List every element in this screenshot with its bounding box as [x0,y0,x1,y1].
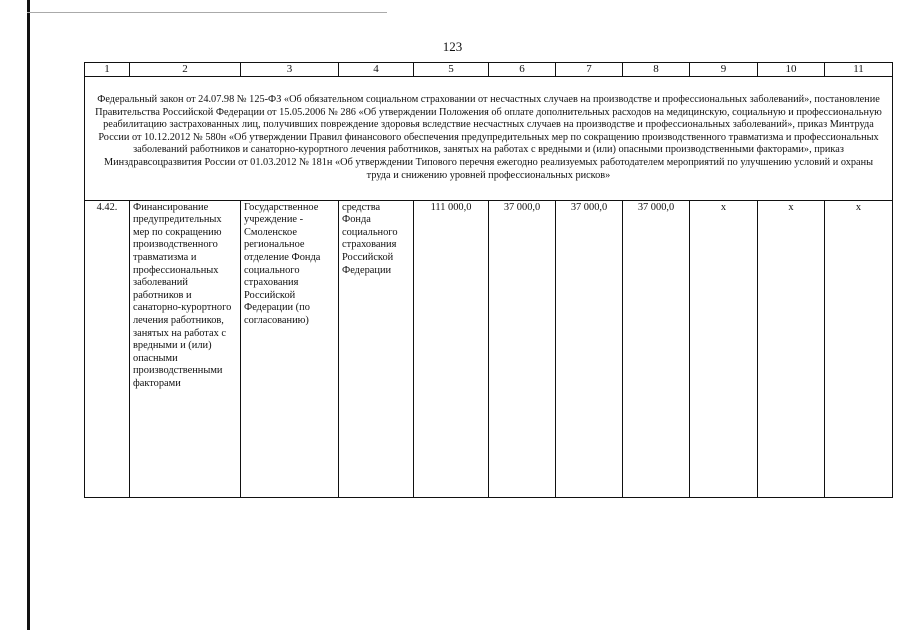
column-header: 7 [556,63,623,77]
column-header: 4 [339,63,414,77]
column-header: 9 [690,63,758,77]
column-header: 8 [623,63,690,77]
year-1-amount-cell: 37 000,0 [489,200,556,497]
executor-cell: Государственное учреждение - Смоленское региональное отделение Фонда социального страхования Российской Федерации (по согласованию) [241,200,339,497]
column-header: 5 [414,63,489,77]
activity-cell: Финансирование предупредительных мер по сокращению производственного травматизма и профессиональных заболеваний работников и санаторно-курортного лечения работников, занятых на работах с вредными и (или) опасными производственными факторами [130,200,241,497]
row-number: 4.42. [85,200,130,497]
total-amount-cell: 111 000,0 [414,200,489,497]
col-10-cell: x [758,200,825,497]
funding-source-cell: средства Фонда социального страхования Российской Федерации [339,200,414,497]
column-header: 10 [758,63,825,77]
column-header: 2 [130,63,241,77]
column-header: 1 [85,63,130,77]
column-header: 3 [241,63,339,77]
legal-basis-row [85,76,893,200]
column-number-row [85,63,893,77]
col-9-cell: x [690,200,758,497]
column-header: 6 [489,63,556,77]
col-11-cell: x [825,200,893,497]
legal-basis-text: Федеральный закон от 24.07.98 № 125-ФЗ «Об обязательном социальном страховании от несчастных случаев на производстве и профессиональных заболеваний», постановление Правительства Российской Федерации от 15.05.2006 № 286 «Об утверждении Положения об оплате дополнительных расходов на медицинскую, социальную и профессиональную реабилитацию застрахованных лиц, получивших повреждение здоровья вследствие несчастных случаев на производстве и профессиональных заболеваний», приказ Минтруда России от 10.12.2012 № 580н «Об утверждении Правил финансового обеспечения предупредительных мер по сокращению производственного травматизма и профессиональных заболеваний работников и санаторно-курортного лечения работников, занятых на работах с вредными и (или) опасными производственными факторами», приказ Минздравсоцразвития России от 01.03.2012 № 181н «Об утверждении Типового перечня ежегодно реализуемых работодателем мероприятий по улучшению условий и охраны труда и снижению уровней профессиональных рисков» [85,76,893,200]
year-2-amount-cell: 37 000,0 [556,200,623,497]
column-header: 11 [825,63,893,77]
scan-edge-top [27,12,387,13]
scan-edge [27,0,30,630]
year-3-amount-cell: 37 000,0 [623,200,690,497]
page-number: 123 [442,39,463,54]
table-row [85,200,893,497]
program-table [84,62,893,498]
